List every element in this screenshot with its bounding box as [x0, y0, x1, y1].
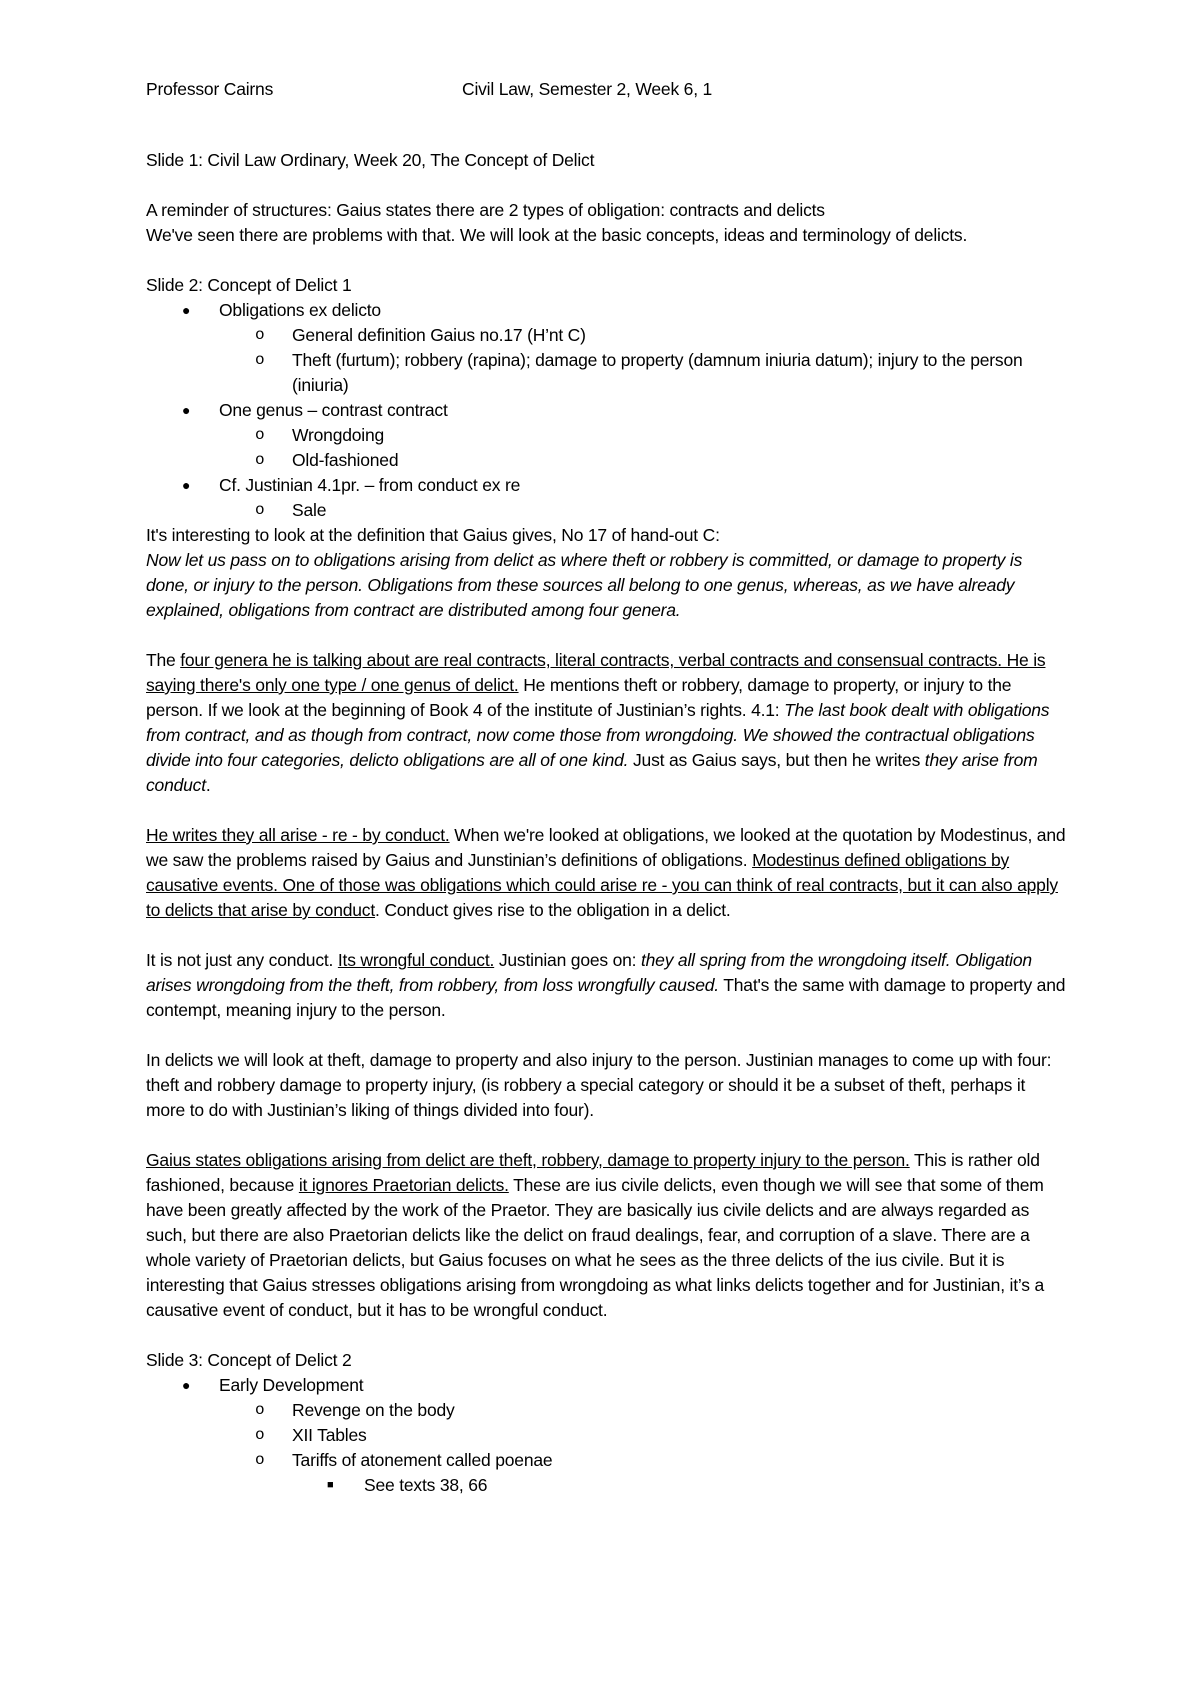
list-item: o Tariffs of atonement called poenae: [146, 1448, 1066, 1473]
bullet-icon: ●: [182, 477, 191, 493]
sub-bullet-icon: o: [255, 326, 265, 344]
bullet-icon: ●: [182, 302, 191, 318]
list-item: ● Early Development: [146, 1373, 1066, 1398]
paragraph-quote: Now let us pass on to obligations arising from delict as where theft or robbery is committed, or damage to property is done, or injury to the person. Obligations from these sources all belong to one genus, whereas, as we have already explained, obligations from contract are distributed among four genera.: [146, 550, 1023, 620]
bullet-icon: ●: [182, 1377, 191, 1393]
header-course: Civil Law, Semester 2, Week 6, 1: [462, 79, 713, 99]
paragraph-genera: The four genera he is talking about are real contracts, literal contracts, verbal contracts and consensual contracts. He is saying there's only one type / one genus of delict. He mentions theft or robbery, damage to property, or injury to the person. If we look at the beginning of Book 4 of the institute of Justinian’s rights. 4.1: The last book dealt with obligations from contract, and as though from contract, now come those from wrongdoing. We showed the contractual obligations divide into four categories, delicto obligations are all of one kind. Just as Gaius says, but then he writes they arise from conduct.: [146, 650, 1050, 795]
sub-bullet-icon: o: [255, 426, 265, 444]
list-item: o Sale: [146, 498, 1066, 523]
list-item: ■ See texts 38, 66: [146, 1473, 1066, 1498]
slide2-list: [146, 298, 1066, 523]
page-header: [146, 77, 1106, 102]
sub-bullet-icon: o: [255, 451, 265, 469]
list-item: o Revenge on the body: [146, 1398, 1066, 1423]
list-item: ● Obligations ex delicto: [146, 298, 1066, 323]
bullet-icon: ●: [182, 402, 191, 418]
header-author: Professor Cairns: [146, 79, 274, 99]
paragraph-praetorian: Gaius states obligations arising from delict are theft, robbery, damage to property injury to the person. This is rather old fashioned, because it ignores Praetorian delicts. These are ius civile delicts, even though we will see that some of them have been greatly affected by the work of the Praetor. They are basically ius civile delicts and are always regarded as such, but there are also Praetorian delicts like the delict on fraud dealings, fear, and corruption of a slave. There are a whole variety of Praetorian delicts, but Gaius focuses on what he sees as the three delicts of the ius civile. But it is interesting that Gaius stresses obligations arising from wrongdoing as what links delicts together and for Justinian, it’s a causative event of conduct, but it has to be wrongful conduct.: [146, 1150, 1044, 1320]
list-item: o Wrongdoing: [146, 423, 1066, 448]
list-item: o Old-fashioned: [146, 448, 1066, 473]
document-body: [146, 148, 1066, 1498]
list-item: ● Cf. Justinian 4.1pr. – from conduct ex re: [146, 473, 1066, 498]
slide2-title: Slide 2: Concept of Delict 1: [146, 275, 352, 295]
list-item: ● One genus – contrast contract: [146, 398, 1066, 423]
paragraph-delicts: In delicts we will look at theft, damage to property and also injury to the person. Justinian manages to come up with four: theft and robbery damage to property injury, (is robbery a special category or should it be a subset of theft, perhaps it more to do with Justinian’s liking of things divided into four).: [146, 1050, 1052, 1120]
list-item: o Theft (furtum); robbery (rapina); damage to property (damnum iniuria datum); injury to the person (iniuria): [255, 350, 1023, 395]
paragraph-intro: It's interesting to look at the definition that Gaius gives, No 17 of hand-out C:: [146, 525, 720, 545]
list-item: o General definition Gaius no.17 (H’nt C): [146, 323, 1066, 348]
sub-bullet-icon: o: [255, 351, 265, 369]
paragraph-wrongful: It is not just any conduct. Its wrongful conduct. Justinian goes on: they all spring from the wrongdoing itself. Obligation arises wrongdoing from the theft, from robbery, from loss wrongfully caused. That's the same with damage to property and contempt, meaning injury to the person.: [146, 950, 1066, 1020]
slide3-title: Slide 3: Concept of Delict 2: [146, 1350, 352, 1370]
square-bullet-icon: ■: [327, 1479, 334, 1491]
slide1-line1: A reminder of structures: Gaius states there are 2 types of obligation: contracts and delicts: [146, 200, 825, 220]
sub-bullet-icon: o: [255, 1451, 265, 1469]
slide3-list: [146, 1373, 1066, 1498]
sub-bullet-icon: o: [255, 1401, 265, 1419]
sub-bullet-icon: o: [255, 501, 265, 519]
slide1-line2: We've seen there are problems with that. We will look at the basic concepts, ideas and terminology of delicts.: [146, 225, 968, 245]
paragraph-conduct: He writes they all arise - re - by conduct. When we're looked at obligations, we looked at the quotation by Modestinus, and we saw the problems raised by Gaius and Junstinian’s definitions of obligations. Modestinus defined obligations by causative events. One of those was obligations which could arise re - you can think of real contracts, but it can also apply to delicts that arise by conduct. Conduct gives rise to the obligation in a delict.: [146, 825, 1066, 920]
slide1-title: Slide 1: Civil Law Ordinary, Week 20, The Concept of Delict: [146, 150, 595, 170]
sub-bullet-icon: o: [255, 1426, 265, 1444]
list-item: o XII Tables: [146, 1423, 1066, 1448]
